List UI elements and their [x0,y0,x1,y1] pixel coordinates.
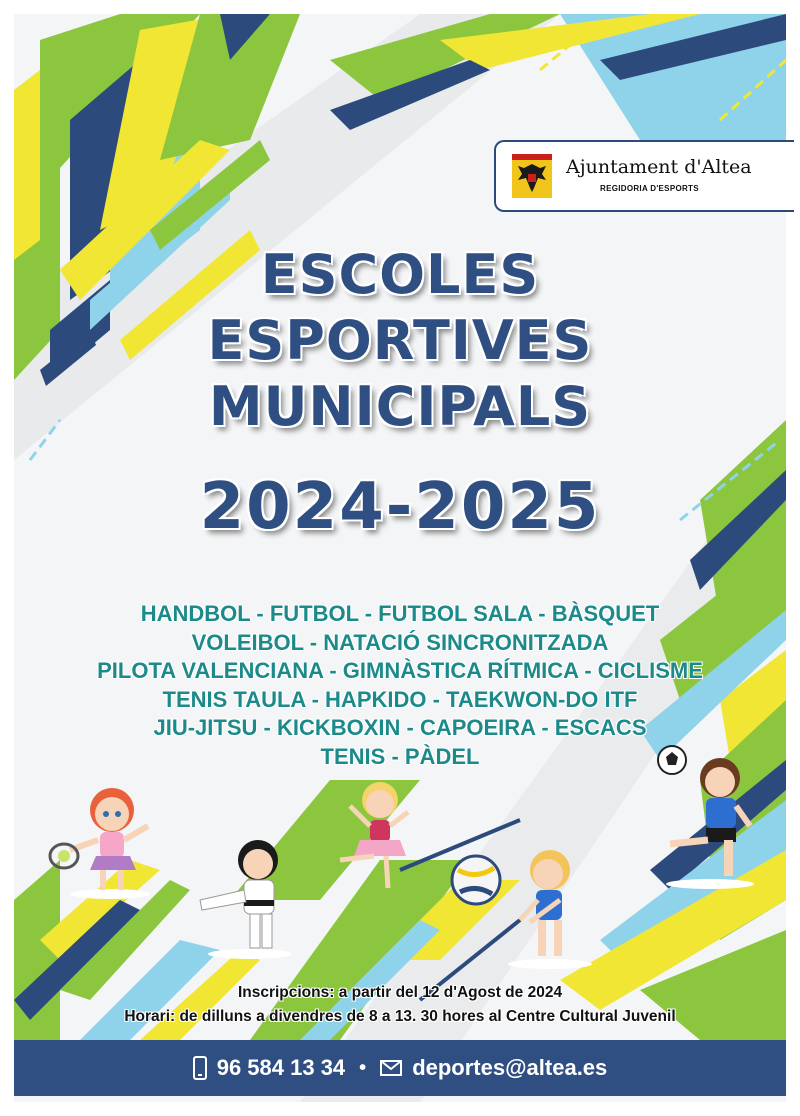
title-line-3: MUNICIPALS [208,375,592,438]
taekwondo-boy-illustration [190,830,300,960]
football-boy-illustration [650,740,760,890]
phone-icon [193,1056,207,1080]
sports-line: PILOTA VALENCIANA - GIMNÀSTICA RÍTMICA - CICLISME [97,658,703,683]
organization-name: Ajuntament d'Altea [566,156,752,178]
contact-footer [14,1040,786,1096]
sports-line: TENIS TAULA - HAPKIDO - TAEKWON-DO ITF [162,686,638,712]
tennis-girl-illustration [40,770,170,900]
sports-line: VOLEIBOL - NATACIÓ SINCRONITZADA [191,629,609,655]
logo-card [494,140,794,212]
title-line-2: ESPORTIVES [207,309,593,372]
ballet-girl-illustration [330,776,420,896]
sports-line: JIU-JITSU - KICKBOXIN - CAPOEIRA - ESCACS [153,715,647,740]
organization-department: REGIDORIA D'ESPORTS [600,184,699,193]
coat-of-arms-icon [512,154,552,198]
registration-info: Inscripcions: a partir del 12 d'Agost de 2024 [237,984,563,1001]
mail-icon [380,1060,402,1076]
season-years: 2024-2025 [199,470,601,544]
sports-line: HANDBOL - FUTBOL - FUTBOL SALA - BÀSQUET [140,601,660,626]
email-address[interactable]: deportes@altea.es [412,1055,608,1080]
volleyball-girl-illustration [450,840,610,970]
title-line-1: ESCOLES [260,243,540,306]
phone-number[interactable]: 96 584 13 34 [216,1055,346,1080]
separator: • [359,1056,367,1079]
sports-line: TENIS - PÀDEL [320,743,480,769]
schedule-info: Horari: de dilluns a divendres de 8 a 13. 30 hores al Centre Cultural Juvenil [124,1008,676,1025]
